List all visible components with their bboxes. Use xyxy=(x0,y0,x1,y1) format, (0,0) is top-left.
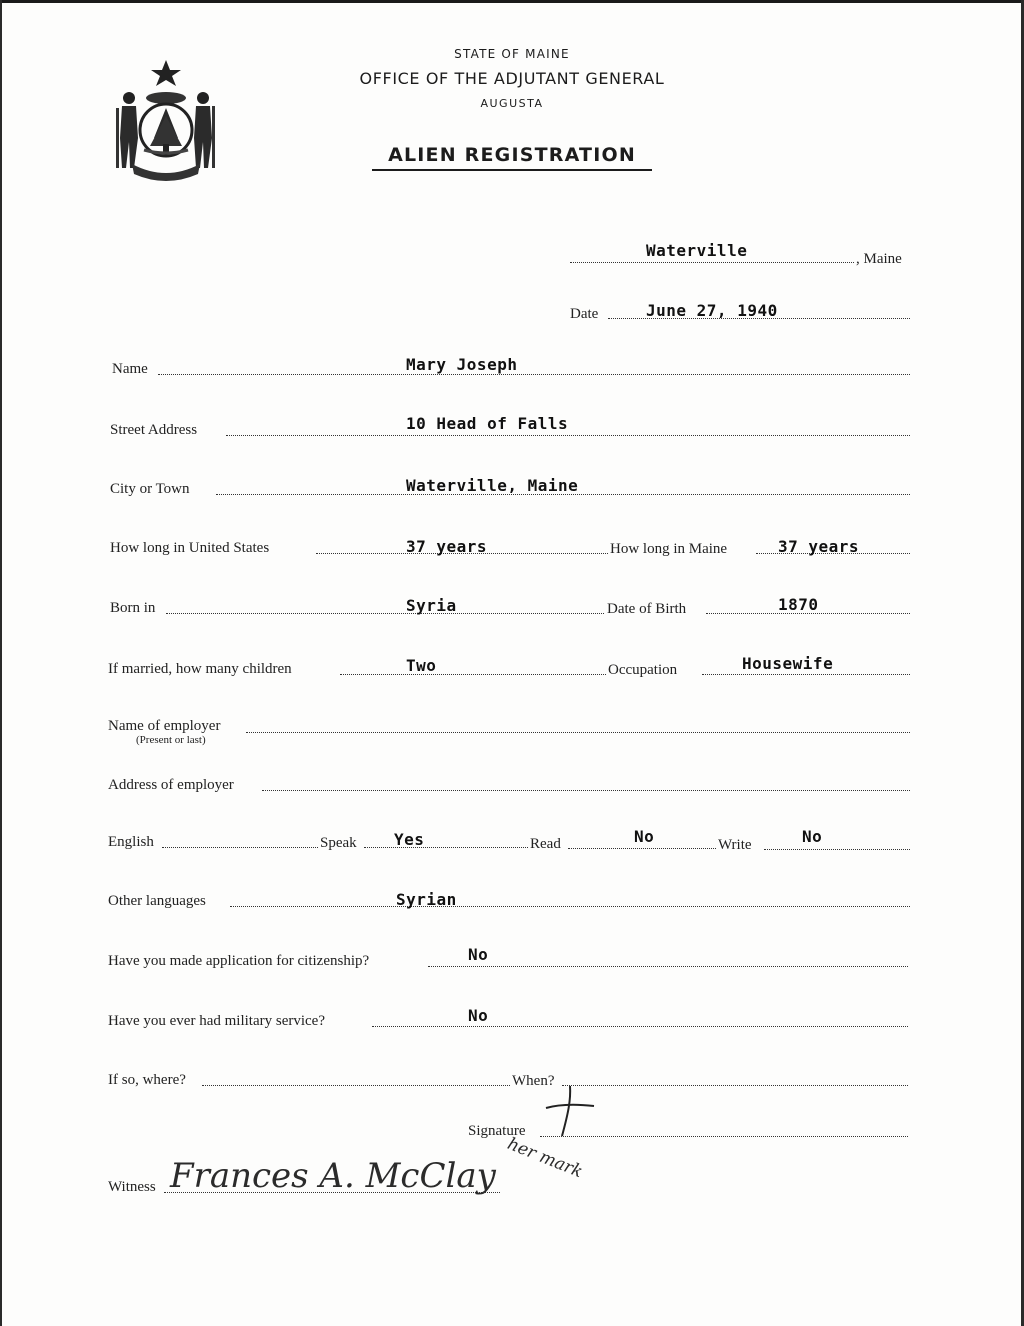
how-long-maine-label: How long in Maine xyxy=(610,541,728,557)
other-languages-line xyxy=(230,906,910,907)
employer-name-label: Name of employer xyxy=(108,718,221,734)
header-city: AUGUSTA xyxy=(480,97,544,110)
citizenship-label: Have you made application for citizenship? xyxy=(108,953,370,969)
how-long-us-value: 37 years xyxy=(406,537,488,556)
employer-name-line xyxy=(246,732,910,733)
citizenship-value: No xyxy=(468,945,489,964)
name-line xyxy=(158,374,910,375)
english-write-label: Write xyxy=(718,837,752,853)
english-line xyxy=(162,847,318,848)
date-value: June 27, 1940 xyxy=(646,301,778,320)
where-label: If so, where? xyxy=(108,1072,186,1088)
english-read-line xyxy=(568,848,716,849)
children-line xyxy=(340,674,606,675)
header-office: OFFICE OF THE ADJUTANT GENERAL xyxy=(359,69,665,88)
name-label: Name xyxy=(112,361,148,377)
street-value: 10 Head of Falls xyxy=(406,414,569,433)
signature-cross-mark xyxy=(540,1082,600,1142)
occupation-label: Occupation xyxy=(608,662,678,678)
dob-label: Date of Birth xyxy=(607,601,687,617)
english-speak-line xyxy=(364,847,528,848)
employer-name-sublabel: (Present or last) xyxy=(136,734,206,746)
title-underline xyxy=(372,169,652,171)
born-in-value: Syria xyxy=(406,596,457,615)
signature-label: Signature xyxy=(468,1123,526,1139)
where-line xyxy=(202,1085,510,1086)
how-long-maine-value: 37 years xyxy=(778,537,860,556)
city-value: Waterville, Maine xyxy=(406,476,579,495)
street-line xyxy=(226,435,910,436)
occupation-value: Housewife xyxy=(742,654,834,673)
citizenship-line xyxy=(428,966,908,967)
employer-address-line xyxy=(262,790,910,791)
born-in-line xyxy=(166,613,604,614)
military-label: Have you ever had military service? xyxy=(108,1013,325,1029)
name-value: Mary Joseph xyxy=(406,355,518,374)
occupation-line xyxy=(702,674,910,675)
page-border-left xyxy=(0,0,2,1326)
english-label: English xyxy=(108,834,154,850)
her-mark-note: her mark xyxy=(504,1134,586,1183)
military-value: No xyxy=(468,1006,489,1025)
witness-label: Witness xyxy=(108,1179,156,1195)
witness-signature: Frances A. McClay xyxy=(170,1156,496,1196)
english-speak-value: Yes xyxy=(394,830,425,849)
children-value: Two xyxy=(406,656,437,675)
children-label: If married, how many children xyxy=(108,661,292,677)
form-title: ALIEN REGISTRATION xyxy=(388,144,636,166)
date-label: Date xyxy=(570,306,599,322)
english-write-line xyxy=(764,849,910,850)
dob-value: 1870 xyxy=(778,595,819,614)
other-languages-value: Syrian xyxy=(396,890,457,909)
when-label: When? xyxy=(512,1073,555,1089)
english-read-value: No xyxy=(634,827,655,846)
city-label: City or Town xyxy=(110,481,190,497)
header-state: STATE OF MAINE xyxy=(454,47,570,61)
street-label: Street Address xyxy=(110,422,198,438)
english-read-label: Read xyxy=(530,836,561,852)
state-seal-icon xyxy=(112,58,220,184)
how-long-us-label: How long in United States xyxy=(110,540,270,556)
military-line xyxy=(372,1026,908,1027)
place-town-value: Waterville xyxy=(646,241,748,260)
page-border-top xyxy=(0,0,1024,3)
other-languages-label: Other languages xyxy=(108,893,206,909)
english-speak-label: Speak xyxy=(320,835,357,851)
place-line xyxy=(570,262,854,263)
english-write-value: No xyxy=(802,827,823,846)
born-in-label: Born in xyxy=(110,600,156,616)
when-line xyxy=(562,1085,908,1086)
employer-address-label: Address of employer xyxy=(108,777,234,793)
place-state-label: , Maine xyxy=(856,251,902,267)
